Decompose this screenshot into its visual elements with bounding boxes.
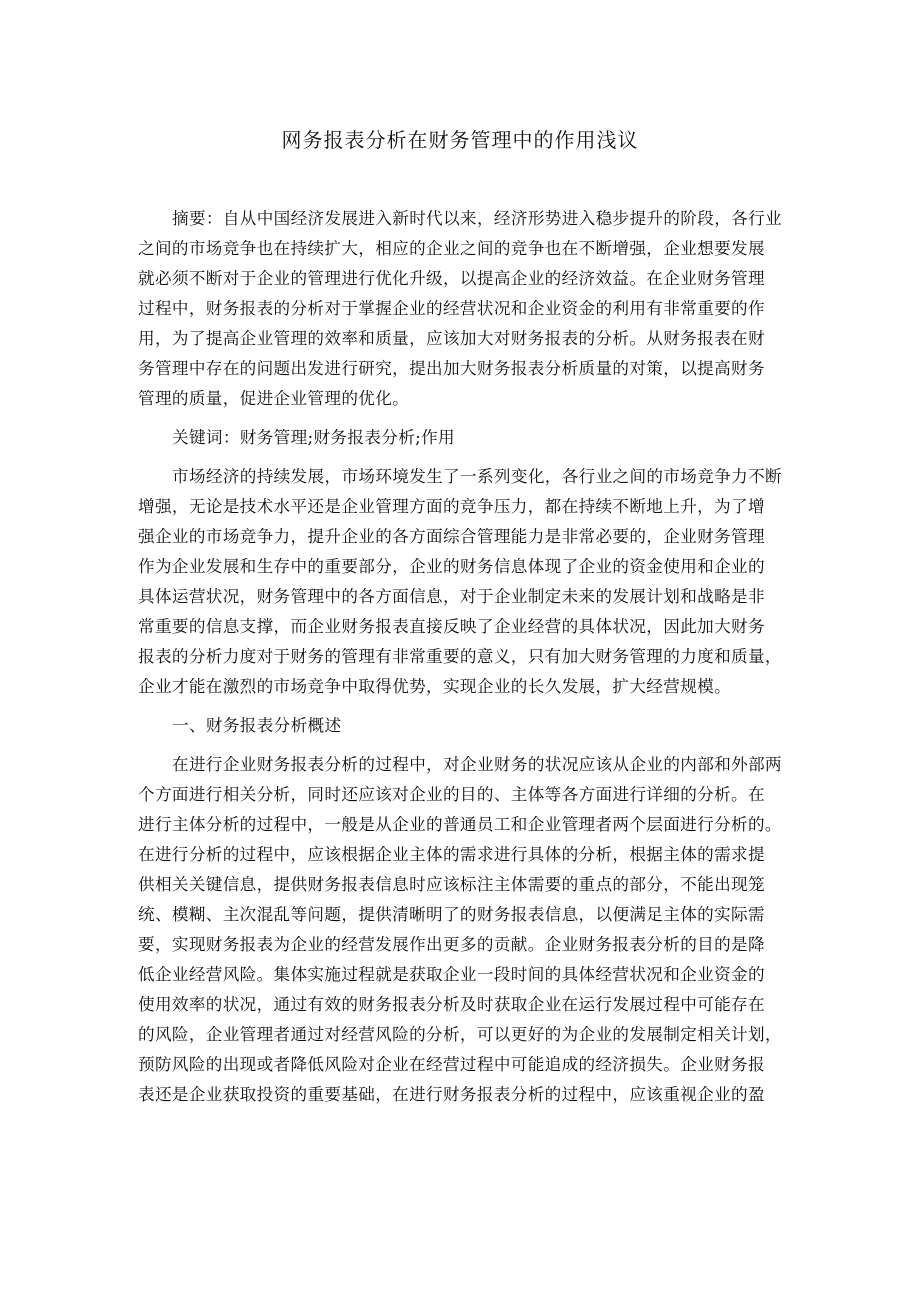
text-line: 强企业的市场竞争力，提升企业的各方面综合管理能力是非常必要的，企业财务管理: [138, 527, 765, 546]
text-line: 个方面进行相关分析，同时还应该对企业的目的、主体等各方面进行详细的分析。在: [138, 785, 765, 804]
text-line: 在进行企业财务报表分析的过程中，对企业财务的状况应该从企业的内部和外部两: [172, 755, 782, 774]
intro-paragraph: [138, 462, 782, 702]
text-line: 统、模糊、主次混乱等问题，提供清晰明了的财务报表信息，以便满足主体的实际需: [138, 905, 765, 924]
text-line: 务管理中存在的问题出发进行研究，提出加大财务报表分析质量的对策，以提高财务: [138, 359, 765, 378]
text-line: 进行主体分析的过程中，一般是从企业的普通员工和企业管理者两个层面进行分析的。: [138, 815, 782, 834]
text-line: 用，为了提高企业管理的效率和质量，应该加大对财务报表的分析。从财务报表在财: [138, 329, 765, 348]
text-line: 企业才能在激烈的市场竞争中取得优势，实现企业的长久发展，扩大经营规模。: [138, 677, 732, 696]
text-line: 作为企业发展和生存中的重要部分，企业的财务信息体现了企业的资金使用和企业的: [138, 557, 765, 576]
document-title: 网务报表分析在财务管理中的作用浅议: [281, 128, 639, 152]
text-line: 在进行分析的过程中，应该根据企业主体的需求进行具体的分析，根据主体的需求提: [138, 845, 765, 864]
text-line: 使用效率的状况，通过有效的财务报表分析及时获取企业在运行发展过程中可能存在: [138, 995, 765, 1014]
section1-paragraph: [138, 750, 782, 1110]
document-body: [138, 204, 782, 1119]
text-line: 之间的市场竞争也在持续扩大，相应的企业之间的竞争也在不断增强，企业想要发展: [138, 239, 765, 258]
text-line: 关键词：财务管理;财务报表分析;作用: [172, 428, 455, 447]
text-line: 市场经济的持续发展，市场环境发生了一系列变化，各行业之间的市场竞争力不断: [172, 467, 782, 486]
text-line: 要，实现财务报表为企业的经营发展作出更多的贡献。企业财务报表分析的目的是降: [138, 935, 765, 954]
text-line: 常重要的信息支撑，而企业财务报表直接反映了企业经营的具体状况，因此加大财务: [138, 617, 765, 636]
text-line: 过程中，财务报表的分析对于掌握企业的经营状况和企业资金的利用有非常重要的作: [138, 299, 765, 318]
text-line: 低企业经营风险。集体实施过程就是获取企业一段时间的具体经营状况和企业资金的: [138, 965, 765, 984]
text-line: 摘要：自从中国经济发展进入新时代以来，经济形势进入稳步提升的阶段，各行业: [172, 209, 782, 228]
text-line: 具体运营状况，财务管理中的各方面信息，对于企业制定未来的发展计划和战略是非: [138, 587, 765, 606]
keywords-paragraph: [138, 423, 778, 453]
text-line: 预防风险的出现或者降低风险对企业在经营过程中可能追成的经济损失。企业财务报: [138, 1055, 765, 1074]
section-heading: 一、财务报表分析概述: [172, 716, 342, 735]
text-line: 增强，无论是技术水平还是企业管理方面的竞争压力，都在持续不断地上升，为了增: [138, 497, 765, 516]
text-line: 供相关关键信息，提供财务报表信息时应该标注主体需要的重点的部分，不能出现笼: [138, 875, 765, 894]
text-line: 就必须不断对于企业的管理进行优化升级，以提高企业的经济效益。在企业财务管理: [138, 269, 765, 288]
text-line: 的风险，企业管理者通过对经营风险的分析，可以更好的为企业的发展制定相关计划，: [138, 1025, 782, 1044]
text-line: 报表的分析力度对于财务的管理有非常重要的意义，只有加大财务管理的力度和质量，: [138, 647, 782, 666]
section-heading-paragraph: [138, 711, 778, 741]
abstract-paragraph: [138, 204, 782, 414]
text-line: 管理的质量，促进企业管理的优化。: [138, 389, 410, 408]
text-line: 表还是企业获取投资的重要基础，在进行财务报表分析的过程中，应该重视企业的盈: [138, 1085, 765, 1104]
